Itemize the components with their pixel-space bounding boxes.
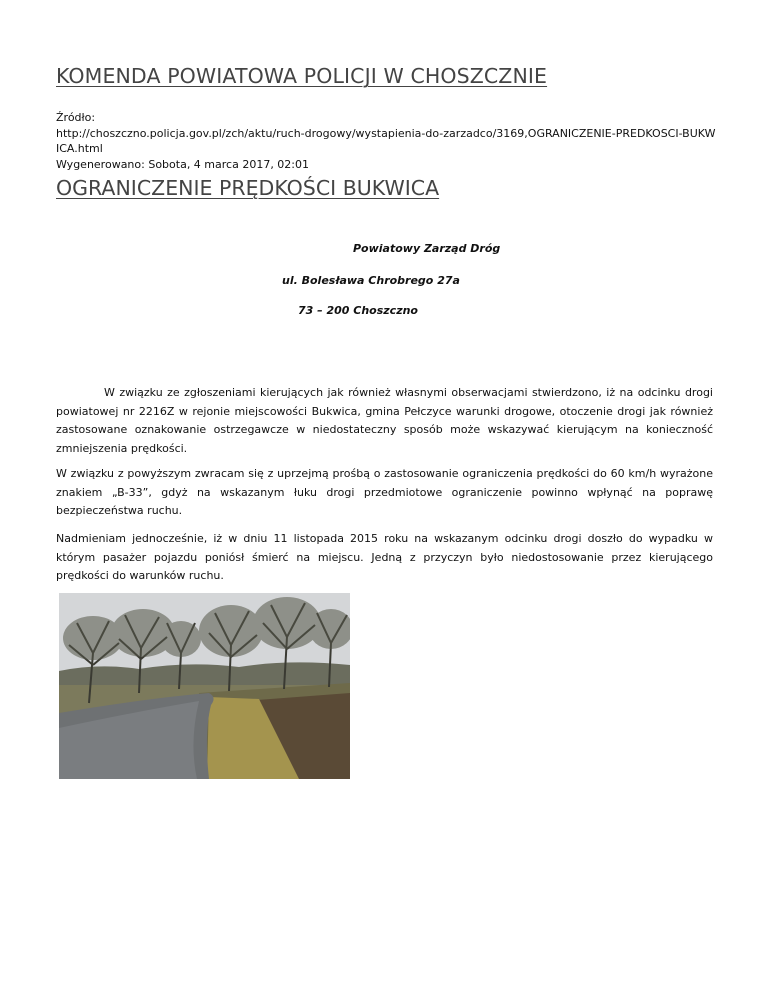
source-meta [56,110,716,172]
address-line-street: ul. Bolesława Chrobrego 27a [282,274,460,287]
paragraph-2: W związku z powyższym zwracam się z uprzejmą prośbą o zastosowanie ograniczenia prędkości do 60 km/h wyrażone znakiem „B-33”, gdyż na wskazanym łuku drogi przedmiotowe ograniczenie powinno wpłynąć na poprawę bezpieczeństwa ruchu. [56,467,713,517]
source-label: Źródło: [56,111,96,124]
road-photo-image [59,593,350,779]
paragraph-1: W związku ze zgłoszeniami kierujących jak również własnymi obserwacjami stwierdzono, iż na odcinku drogi powiatowej nr 2216Z w rejonie miejscowości Bukwica, gmina Pełczyce warunki drogowe, otoczenie drogi jak również zastosowane oznakowanie ostrzegawcze w niedostateczny sposób może wskazywać kierującym na konieczność zmniejszenia prędkości. [56,386,713,455]
address-line-city: 73 – 200 Choszczno [298,304,418,317]
site-title[interactable]: KOMENDA POWIATOWA POLICJI W CHOSZCZNIE [56,64,548,88]
source-url: http://choszczno.policja.gov.pl/zch/aktu/ruch-drogowy/wystapienia-do-zarzadco/3169,OGRANICZENIE-PREDKOSCI-BUKWICA.html [56,126,716,155]
generated-timestamp: Wygenerowano: Sobota, 4 marca 2017, 02:01 [56,157,310,171]
address-line-office: Powiatowy Zarząd Dróg [353,242,501,255]
road-photo [59,593,350,779]
article-title[interactable]: OGRANICZENIE PRĘDKOŚCI BUKWICA [56,176,440,200]
paragraph-3: Nadmieniam jednocześnie, iż w dniu 11 listopada 2015 roku na wskazanym odcinku drogi doszło do wypadku w którym pasażer pojazdu poniósł śmierć na miejscu. Jedną z przyczyn było niedostosowanie przez kierującego prędkości do warunków ruchu. [56,532,713,582]
